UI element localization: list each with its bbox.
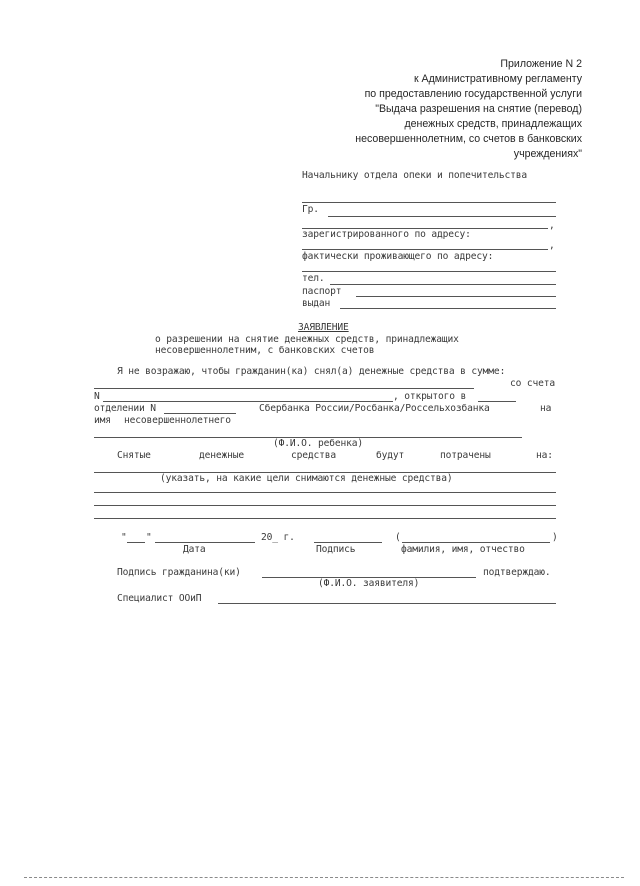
gr-label: Гр. [302, 204, 319, 215]
banks-label: Сбербанка России/Росбанка/Россельхозбанка [259, 403, 490, 414]
paren-close: ) [552, 532, 558, 543]
purpose-caption: (указать, на какие цели снимаются денежные средства) [160, 473, 453, 484]
spent-word: средства [291, 450, 337, 461]
month-field[interactable] [155, 542, 255, 543]
name-label: имя [94, 415, 111, 426]
account-number-field[interactable] [103, 401, 393, 402]
fio-caption: фамилия, имя, отчество [401, 544, 525, 555]
fio-field[interactable] [402, 542, 550, 543]
paren-open: ( [395, 532, 401, 543]
statement-line: Я не возражаю, чтобы гражданин(ка) снял(а) денежные средства в сумме: [117, 366, 506, 377]
branch-number-field[interactable] [164, 413, 236, 414]
registered-field[interactable] [302, 249, 548, 250]
signature-field[interactable] [314, 542, 382, 543]
spent-word: на: [536, 450, 553, 461]
from-account-label: со счета [510, 378, 556, 389]
day-field[interactable] [127, 542, 145, 543]
gr-field[interactable] [328, 216, 556, 217]
appendix-line: несовершеннолетним, со счетов в банковских [355, 133, 582, 145]
document-subtitle: о разрешении на снятие денежных средств, принадлежащих [155, 334, 459, 345]
na-label: на [540, 403, 552, 414]
scan-mark [24, 877, 624, 878]
applicant-caption: (Ф.И.О. заявителя) [318, 578, 420, 589]
comma: , [549, 220, 555, 231]
issued-label: выдан [302, 298, 331, 309]
spent-word: будут [376, 450, 405, 461]
appendix-line: "Выдача разрешения на снятие (перевод) [375, 103, 582, 115]
document-subtitle: несовершеннолетним, с банковских счетов [155, 345, 375, 356]
child-caption: (Ф.И.О. ребенка) [273, 438, 364, 449]
tel-label: тел. [302, 273, 325, 284]
addressee-name-line[interactable] [302, 202, 556, 203]
appendix-line: по предоставлению государственной услуги [364, 88, 582, 100]
comma: , [549, 240, 555, 251]
bank-field[interactable] [478, 401, 516, 402]
citizen-sign-label: Подпись гражданина(ки) [117, 567, 241, 578]
opened-label: , открытого в [393, 391, 467, 402]
issued-field[interactable] [340, 308, 556, 309]
appendix-line: учреждениях" [513, 148, 582, 160]
spent-word: потрачены [440, 450, 491, 461]
purpose-field-4[interactable] [94, 518, 556, 519]
account-n-label: N [94, 391, 100, 402]
registered-label: зарегистрированного по адресу: [302, 229, 471, 240]
specialist-label: Специалист ООиП [117, 593, 202, 604]
confirm-label: подтверждаю. [483, 567, 551, 578]
date-caption: Дата [183, 544, 206, 555]
quote-open: " [121, 532, 127, 543]
spent-word: денежные [199, 450, 245, 461]
quote-close: " [146, 532, 152, 543]
appendix-line: денежных средств, принадлежащих [404, 118, 582, 130]
amount-field[interactable] [94, 388, 474, 389]
document-title: ЗАЯВЛЕНИЕ [298, 322, 349, 333]
branch-label: отделении N [94, 403, 156, 414]
sign-caption: Подпись [316, 544, 356, 555]
purpose-field-2[interactable] [94, 492, 556, 493]
passport-field[interactable] [356, 296, 556, 297]
minor-label: несовершеннолетнего [124, 415, 231, 426]
year-prefix: 20_ г. [261, 532, 295, 543]
passport-label: паспорт [302, 286, 342, 297]
actual-label: фактически проживающего по адресу: [302, 251, 494, 262]
tel-field[interactable] [330, 284, 556, 285]
purpose-field-3[interactable] [94, 505, 556, 506]
actual-field[interactable] [302, 271, 556, 272]
appendix-line: к Административному регламенту [413, 73, 582, 85]
appendix-block [355, 57, 582, 162]
addressee-to: Начальнику отдела опеки и попечительства [302, 170, 528, 181]
appendix-line: Приложение N 2 [500, 58, 582, 70]
specialist-field[interactable] [218, 603, 556, 604]
spent-word: Снятые [117, 450, 151, 461]
